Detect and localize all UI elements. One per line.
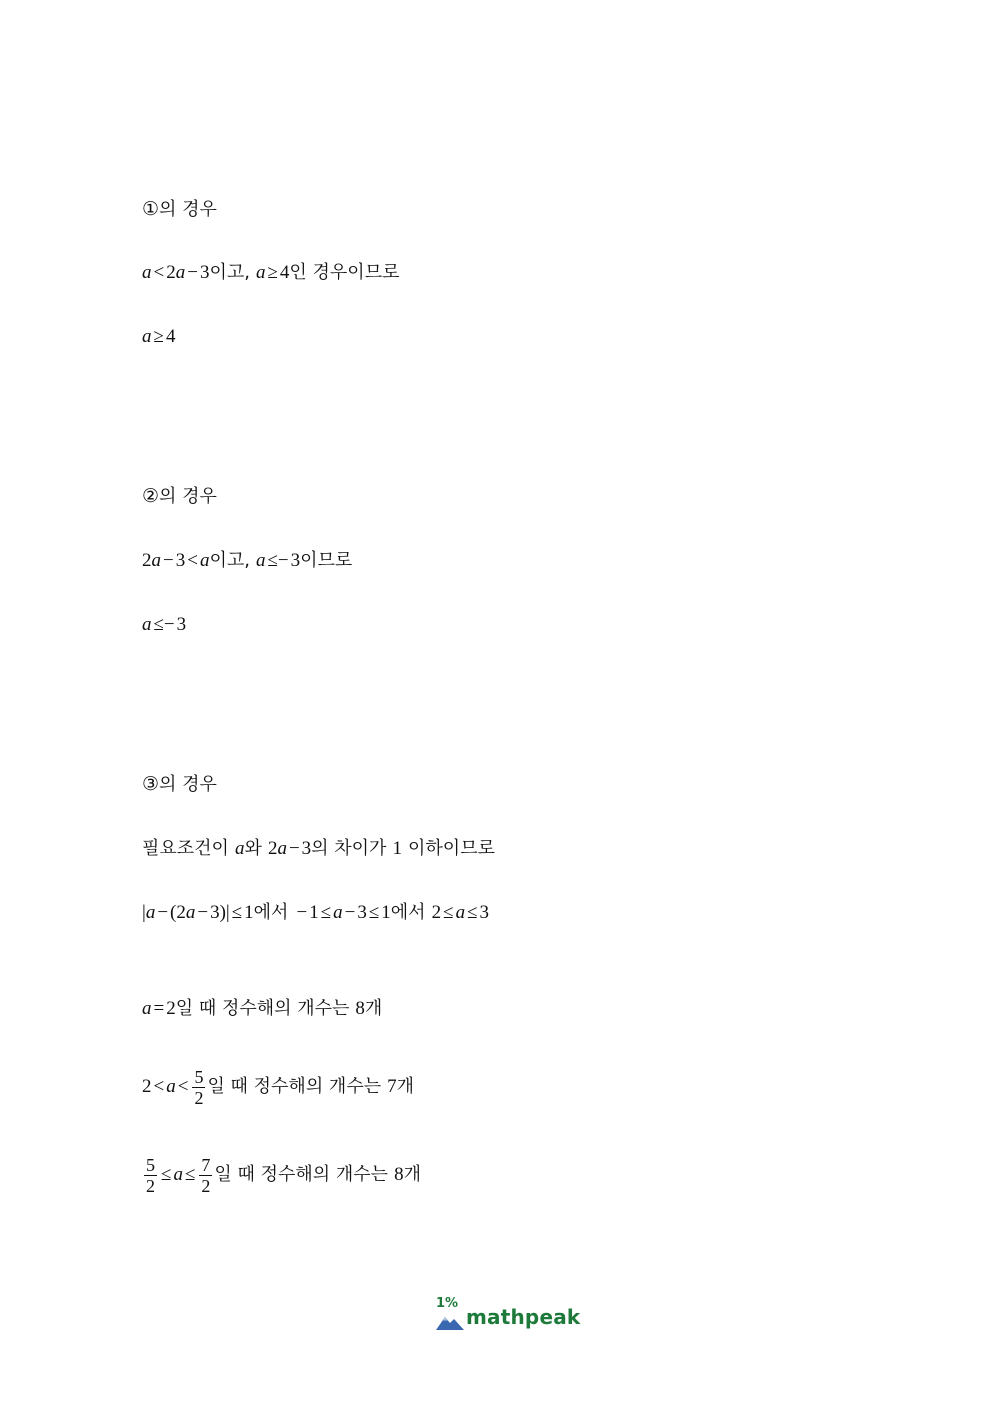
math-var: a: [151, 550, 161, 571]
math-num: 2: [166, 998, 176, 1019]
math-op: ≥: [267, 262, 278, 283]
math-var: a: [333, 902, 343, 923]
heading-text: 의 경우: [159, 199, 217, 220]
math-op: <: [153, 1076, 165, 1097]
math-op: −: [163, 550, 174, 571]
math-num: 3: [290, 550, 301, 571]
math-op: ≤: [161, 1164, 172, 1185]
text: 개: [396, 1076, 415, 1097]
circled-number: ①: [142, 199, 160, 220]
math-op: ≤: [368, 902, 380, 923]
math-var: a: [166, 1076, 176, 1097]
logo-brand: mathpeak: [466, 1305, 581, 1329]
text: 와: [244, 838, 262, 859]
text: 이므로: [300, 550, 353, 571]
math-var: a: [235, 838, 245, 859]
section2-heading: [142, 484, 217, 509]
math-op: −: [296, 902, 308, 923]
circled-number: ③: [142, 774, 160, 795]
fraction: [199, 1156, 212, 1195]
math-num: 3: [175, 550, 186, 571]
math-op: −: [344, 902, 356, 923]
fraction-numerator: 7: [201, 1154, 211, 1175]
math-var: a: [255, 262, 266, 283]
fraction: [144, 1156, 157, 1195]
math-num: 3: [176, 614, 187, 635]
section2-line1: [142, 548, 352, 573]
math-var: a: [199, 550, 210, 571]
math-num: 3: [210, 902, 220, 923]
section1-line1: [142, 260, 399, 285]
math-op: =: [153, 998, 165, 1019]
text: 에서: [253, 902, 289, 923]
math-num: 3: [479, 902, 489, 923]
text: 일 때 정수해의 개수는: [207, 1076, 382, 1097]
text: 이하이므로: [408, 838, 495, 859]
math-op: ≥: [153, 326, 164, 347]
section3-heading: [142, 772, 217, 797]
fraction-denominator: 2: [201, 1175, 211, 1196]
math-var: a: [255, 550, 266, 571]
math-num: 1: [244, 902, 254, 923]
math-var: a: [175, 262, 186, 283]
text: 인 경우이므로: [289, 262, 400, 283]
text: 이고,: [209, 550, 250, 571]
math-op: <: [187, 550, 198, 571]
math-var: a: [173, 1164, 183, 1185]
math-op: −: [288, 838, 300, 859]
math-op: −: [157, 902, 169, 923]
fraction-denominator: 2: [194, 1087, 204, 1108]
text: 에서: [390, 902, 426, 923]
math-var: a: [142, 326, 152, 347]
section1-heading: [142, 197, 217, 222]
fraction: [192, 1068, 205, 1107]
section2-line2: [142, 612, 186, 637]
section3-line2: [142, 900, 489, 925]
math-op: ≤: [320, 902, 332, 923]
math-paren: )|: [219, 902, 230, 923]
section1-line2: [142, 324, 175, 349]
math-num: 1: [381, 902, 391, 923]
math-num: 4: [165, 326, 176, 347]
text: 일 때 정수해의 개수는: [175, 998, 350, 1019]
math-num: 2: [267, 838, 278, 859]
math-num: 7: [387, 1076, 397, 1097]
math-op: ≤−: [267, 550, 289, 571]
mountain-icon: [436, 1314, 464, 1330]
fraction-denominator: 2: [146, 1175, 155, 1196]
math-num: 3: [357, 902, 367, 923]
math-num: 2: [176, 902, 186, 923]
fraction-numerator: 5: [194, 1066, 204, 1087]
math-num: 4: [279, 262, 290, 283]
math-num: 2: [431, 902, 442, 923]
math-var: a: [145, 902, 156, 923]
math-num: 1: [392, 838, 402, 859]
mathpeak-logo: [436, 1296, 581, 1336]
text: 필요조건이: [142, 838, 229, 859]
math-op: <: [153, 262, 165, 283]
math-num: 2: [166, 262, 176, 283]
fraction-numerator: 5: [146, 1154, 155, 1175]
text: 개: [364, 998, 383, 1019]
section3-line1: [142, 836, 495, 861]
math-num: 2: [142, 1076, 152, 1097]
heading-text: 의 경우: [159, 486, 217, 507]
math-paren: |: [142, 902, 146, 923]
math-var: a: [142, 998, 152, 1019]
math-num: 3: [199, 262, 210, 283]
case-between-5-halves-and-7-halves: [142, 1152, 421, 1197]
math-var: a: [455, 902, 466, 923]
circled-number: ②: [142, 486, 160, 507]
case-between-2-and-5-halves: [142, 1064, 414, 1109]
heading-text: 의 경우: [159, 774, 217, 795]
math-var: a: [185, 902, 196, 923]
math-op: ≤: [231, 902, 243, 923]
logo-percent: 1%: [436, 1296, 459, 1311]
math-op: <: [177, 1076, 189, 1097]
text: 개: [403, 1164, 421, 1185]
math-op: −: [197, 902, 209, 923]
math-var: a: [277, 838, 287, 859]
text: 이고,: [209, 262, 250, 283]
math-num: 2: [142, 550, 152, 571]
math-var: a: [142, 262, 152, 283]
math-var: a: [142, 614, 152, 635]
math-op: −: [187, 262, 198, 283]
math-num: 1: [309, 902, 319, 923]
math-op: ≤: [467, 902, 478, 923]
math-num: 8: [355, 998, 365, 1019]
math-op: ≤: [443, 902, 454, 923]
math-op: ≤−: [153, 614, 175, 635]
math-num: 3: [301, 838, 312, 859]
text: 일 때 정수해의 개수는: [214, 1164, 389, 1185]
math-op: ≤: [184, 1164, 196, 1185]
math-num: 8: [394, 1164, 404, 1185]
text: 의 차이가: [311, 838, 387, 859]
math-paren: (: [170, 902, 177, 923]
case-a-equals-2: [142, 996, 382, 1021]
